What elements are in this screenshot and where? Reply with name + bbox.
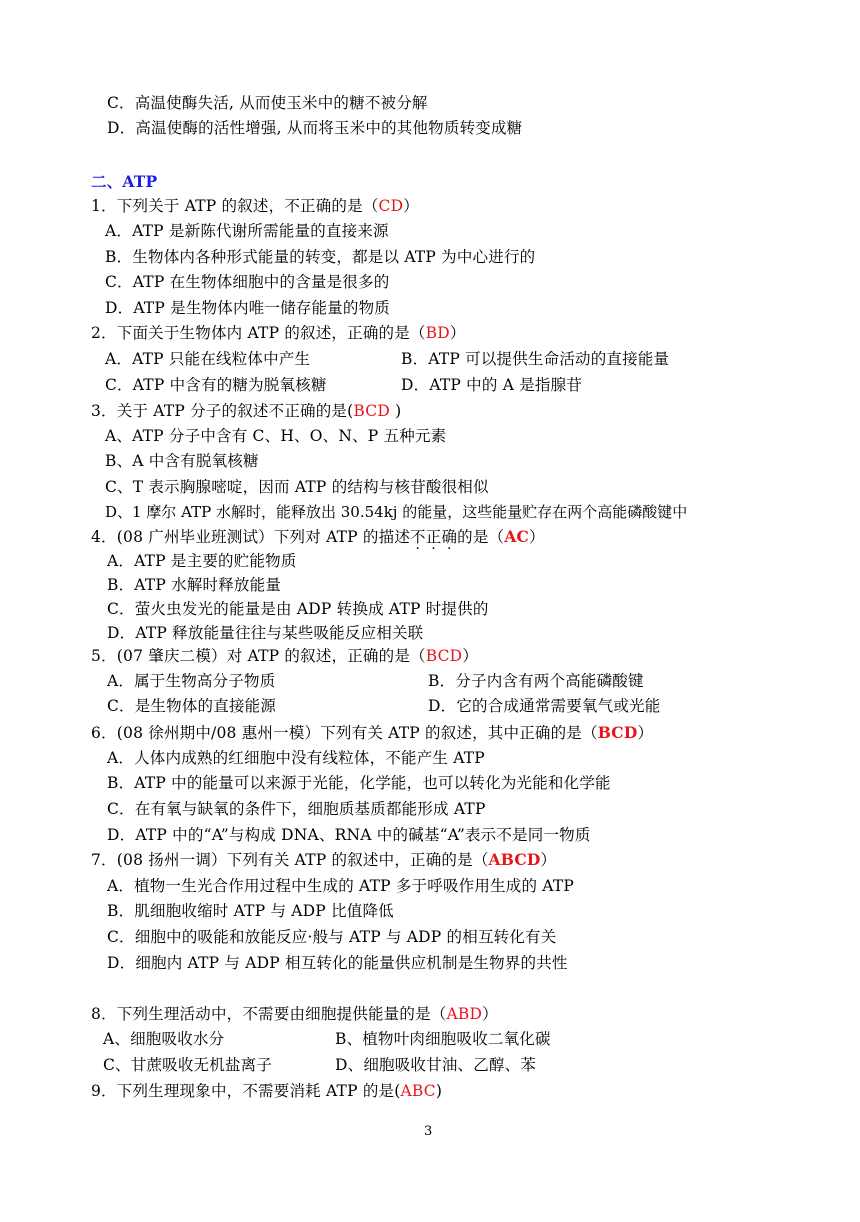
page-number: 3: [424, 1124, 433, 1139]
option-a: A．属于生物高分子物质: [107, 672, 276, 690]
option-d: D．ATP 中的 A 是指腺苷: [401, 376, 583, 394]
option-b: B、A 中含有脱氧核糖: [105, 452, 259, 470]
option-c: C．是生物体的直接能源: [107, 697, 277, 715]
option-b: B、植物叶肉细胞吸收二氧化碳: [335, 1030, 551, 1048]
option-a: A．ATP 只能在线粒体中产生: [105, 350, 311, 368]
option-a: A．ATP 是主要的贮能物质: [107, 552, 297, 570]
answer: BCD: [353, 402, 390, 420]
option-b: B．生物体内各种形式能量的转变，都是以 ATP 为中心进行的: [105, 248, 536, 266]
option-c: C．ATP 中含有的糖为脱氧核糖: [105, 376, 327, 394]
question-6: 6．(08 徐州期中/08 惠州一模）下列有关 ATP 的叙述，其中正确的是（BCD）: [91, 723, 654, 742]
question-9: 9．下列生理现象中，不需要消耗 ATP 的是(ABC): [91, 1082, 443, 1100]
option-c: C、T 表示胸腺嘧啶，因而 ATP 的结构与核苷酸很相似: [105, 478, 489, 496]
option-c: C．萤火虫发光的能量是由 ADP 转换成 ATP 时提供的: [107, 600, 489, 618]
option-d: D．高温使酶的活性增强, 从而将玉米中的其他物质转变成糖: [107, 119, 523, 137]
option-c: C．高温使酶失活, 从而使玉米中的糖不被分解: [107, 94, 428, 112]
option-b: B．ATP 可以提供生命活动的直接能量: [401, 350, 670, 368]
option-d: D．它的合成通常需要氧气或光能: [428, 697, 661, 715]
option-a: A．ATP 是新陈代谢所需能量的直接来源: [105, 222, 389, 240]
question-5: 5．(07 肇庆二模）对 ATP 的叙述，正确的是（BCD）: [91, 647, 479, 665]
question-2: 2．下面关于生物体内 ATP 的叙述，正确的是（BD）: [91, 324, 466, 342]
answer: BD: [425, 324, 450, 342]
question-4: 4．(08 广州毕业班测试）下列对 ATP 的描述不正确的是（AC）: [91, 527, 545, 546]
answer: ABC: [400, 1082, 436, 1100]
option-b: B．ATP 中的能量可以来源于光能，化学能，也可以转化为光能和化学能: [107, 774, 611, 792]
option-a: A．人体内成熟的红细胞中没有线粒体，不能产生 ATP: [107, 749, 485, 767]
option-d: D、1 摩尔 ATP 水解时，能释放出 30.54kj 的能量，这些能量贮存在两个高能磷酸键中: [105, 503, 688, 521]
answer: BCD: [425, 647, 463, 665]
option-d: D．ATP 是生物体内唯一储存能量的物质: [105, 299, 390, 317]
answer: ABCD: [488, 850, 541, 869]
option-d: D．细胞内 ATP 与 ADP 相互转化的能量供应机制是生物界的共性: [107, 954, 568, 972]
question-3: 3．关于 ATP 分子的叙述不正确的是(BCD ): [91, 402, 402, 420]
option-d: D．ATP 释放能量往往与某些吸能反应相关联: [107, 624, 424, 642]
answer: ABD: [446, 1005, 483, 1023]
option-a: A、细胞吸收水分: [103, 1030, 225, 1048]
option-c: C．在有氧与缺氧的条件下，细胞质基质都能形成 ATP: [107, 800, 486, 818]
option-c: C．细胞中的吸能和放能反应·般与 ATP 与 ADP 的相互转化有关: [107, 928, 557, 946]
option-a: A、ATP 分子中含有 C、H、O、N、P 五种元素: [105, 427, 447, 445]
option-b: B．ATP 水解时释放能量: [107, 576, 282, 594]
question-8: 8．下列生理活动中，不需要由细胞提供能量的是（ABD）: [91, 1005, 498, 1023]
question-1: 1．下列关于 ATP 的叙述，不正确的是（CD）: [91, 197, 419, 215]
section-title: 二、ATP: [91, 172, 158, 191]
option-a: A．植物一生光合作用过程中生成的 ATP 多于呼吸作用生成的 ATP: [107, 877, 575, 895]
option-d: D、细胞吸收甘油、乙醇、苯: [335, 1056, 537, 1074]
question-7: 7．(08 扬州一调）下列有关 ATP 的叙述中，正确的是（ABCD）: [91, 850, 557, 869]
option-c: C、甘蔗吸收无机盐离子: [103, 1056, 273, 1074]
answer: CD: [378, 197, 404, 215]
answer: BCD: [597, 723, 638, 742]
option-d: D．ATP 中的“A”与构成 DNA、RNA 中的碱基“A”表示不是同一物质: [107, 826, 591, 844]
option-b: B．分子内含有两个高能磷酸键: [428, 672, 644, 690]
option-c: C．ATP 在生物体细胞中的含量是很多的: [105, 273, 390, 291]
answer: AC: [504, 527, 530, 546]
option-b: B．肌细胞收缩时 ATP 与 ADP 比值降低: [107, 902, 394, 920]
